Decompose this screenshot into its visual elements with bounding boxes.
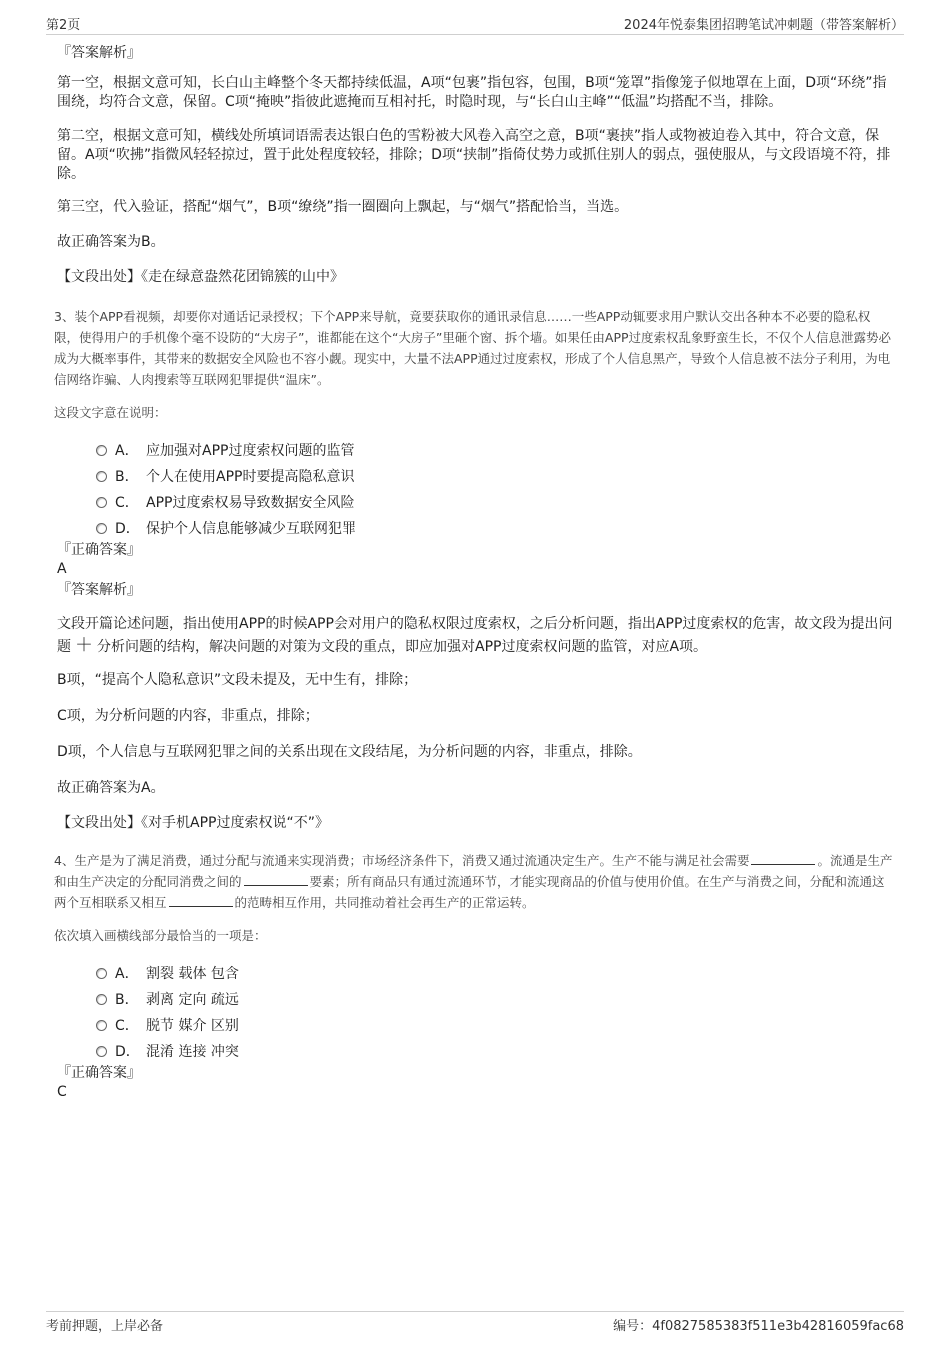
page-content xyxy=(54,44,893,1102)
q4-option-b[interactable] xyxy=(96,986,893,1012)
q2-analysis-p3: 第三空，代入验证，搭配“烟气”，B项“缭绕”指一圈圈向上飘起，与“烟气”搭配恰当，当选。 xyxy=(57,199,629,215)
q3-conclusion: 故正确答案为A。 xyxy=(57,780,165,796)
q2-source: 【文段出处】《走在绿意盎然花团锦簇的山中》 xyxy=(57,269,344,285)
option-letter: B． xyxy=(115,992,139,1008)
q3-option-d[interactable] xyxy=(96,515,893,541)
q4-options xyxy=(96,960,893,1064)
option-text: 应加强对APP过度索权问题的监管 xyxy=(146,443,355,459)
q3-analysis-b: B项，“提高个人隐私意识”文段未提及，无中生有，排除； xyxy=(57,672,418,688)
option-text: 割裂 载体 包含 xyxy=(146,966,239,982)
q3-analysis-label: 『答案解析』 xyxy=(57,582,141,598)
analysis-text: 分析问题的结构，解决问题的对策为文段的重点，即应加强对APP过度索权问题的监管，对应A项。 xyxy=(97,639,708,655)
q4-answer-value: C xyxy=(57,1084,67,1100)
radio-button-icon[interactable] xyxy=(96,1020,107,1031)
q2-conclusion: 故正确答案为B。 xyxy=(57,234,165,250)
q3-option-a[interactable] xyxy=(96,437,893,463)
option-letter: D． xyxy=(115,1044,140,1060)
page-number: 第2页 xyxy=(46,18,81,33)
fill-blank-3 xyxy=(169,893,233,907)
fill-blank-1 xyxy=(751,851,815,865)
q3-analysis-d: D项，个人信息与互联网犯罪之间的关系出现在文段结尾，为分析问题的内容，非重点，排除。 xyxy=(57,744,642,760)
q4-prompt: 依次填入画横线部分最恰当的一项是： xyxy=(54,928,267,943)
document-id: 编号：4f0827585383f511e3b42816059fac68 xyxy=(613,1319,904,1334)
radio-button-icon[interactable] xyxy=(96,994,107,1005)
option-letter: B． xyxy=(115,469,139,485)
q3-options xyxy=(96,437,893,541)
radio-button-icon[interactable] xyxy=(96,968,107,979)
q3-option-c[interactable] xyxy=(96,489,893,515)
radio-button-icon[interactable] xyxy=(96,1046,107,1057)
q3-analysis-c: C项，为分析问题的内容，非重点，排除； xyxy=(57,708,319,724)
q3-analysis-p1 xyxy=(57,613,893,658)
q4-option-a[interactable] xyxy=(96,960,893,986)
q4-option-c[interactable] xyxy=(96,1012,893,1038)
option-text: 脱节 媒介 区别 xyxy=(146,1018,239,1034)
q4-answer-label: 『正确答案』 xyxy=(57,1065,141,1081)
fill-blank-2 xyxy=(244,872,308,886)
q2-analysis-label: 『答案解析』 xyxy=(57,45,141,61)
stem-text: 。流通是生产和由生产决定的分配同消费之间的 xyxy=(54,853,893,889)
option-text: 混淆 连接 冲突 xyxy=(146,1044,239,1060)
q4-stem xyxy=(54,850,893,913)
plus-sign: ＋ xyxy=(75,635,93,656)
radio-button-icon[interactable] xyxy=(96,497,107,508)
q3-stem: 3、装个APP看视频，却要你对通话记录授权；下个APP来导航，竟要获取你的通讯录信息……一些APP动辄要求用户默认交出各种本不必要的隐私权限，使得用户的手机像个毫不设防的“大房子”，谁都能在这个“大房子”里砸个窗、拆个墙。如果任由APP过度索权乱象野蛮生长，不仅个人信息泄露势必成为大概率事件，其带来的数据安全风险也不容小觑。现实中，大量不法APP通过过度索权，形成了个人信息黑产，导致个人信息被不法分子利用，为电信网络诈骗、人肉搜索等互联网犯罪提供“温床”。 xyxy=(54,309,892,387)
option-letter: A． xyxy=(115,966,139,982)
option-text: APP过度索权易导致数据安全风险 xyxy=(146,495,355,511)
q3-source: 【文段出处】《对手机APP过度索权说“不”》 xyxy=(57,815,329,831)
option-text: 剥离 定向 疏远 xyxy=(146,992,239,1008)
radio-button-icon[interactable] xyxy=(96,445,107,456)
q2-analysis-p1: 第一空，根据文意可知，长白山主峰整个冬天都持续低温，A项“包裹”指包容，包围，B项“笼罩”指像笼子似地罩在上面，D项“环绕”指围绕，均符合文意，保留。C项“掩映”指彼此遮掩而互相衬托，时隐时现，与“长白山主峰”“低温”均搭配不当，排除。 xyxy=(57,75,887,110)
page-footer xyxy=(46,1311,904,1334)
footer-slogan: 考前押题，上岸必备 xyxy=(46,1319,164,1334)
q4-option-d[interactable] xyxy=(96,1038,893,1064)
option-letter: C． xyxy=(115,1018,139,1034)
option-letter: C． xyxy=(115,495,139,511)
option-text: 个人在使用APP时要提高隐私意识 xyxy=(146,469,355,485)
option-text: 保护个人信息能够减少互联网犯罪 xyxy=(146,521,356,537)
stem-text: 的范畴相互作用，共同推动着社会再生产的正常运转。 xyxy=(234,895,535,910)
page-header xyxy=(46,14,904,35)
option-letter: D． xyxy=(115,521,140,537)
stem-text: 4、生产是为了满足消费，通过分配与流通来实现消费；市场经济条件下，消费又通过流通决定生产。生产不能与满足社会需要 xyxy=(54,853,750,868)
analysis-text: 文段开篇论述问题，指出使用APP的时候APP会对用户的隐私权限过度索权，之后分析问题，指出APP过度索权的危害，故文段为提出问题 xyxy=(57,616,893,655)
radio-button-icon[interactable] xyxy=(96,471,107,482)
q3-answer-value: A xyxy=(57,561,67,577)
q2-analysis-p2: 第二空，根据文意可知，横线处所填词语需表达银白色的雪粉被大风卷入高空之意，B项“裹挟”指人或物被迫卷入其中，符合文意，保留。A项“吹拂”指微风轻轻掠过，置于此处程度较轻，排除；D项“挟制”指倚仗势力或抓住别人的弱点，强使服从，与文段语境不符，排除。 xyxy=(57,128,891,182)
option-letter: A． xyxy=(115,443,139,459)
q3-option-b[interactable] xyxy=(96,463,893,489)
q3-answer-label: 『正确答案』 xyxy=(57,542,141,558)
radio-button-icon[interactable] xyxy=(96,523,107,534)
stem-text: 要素；所有商品只有通过流通环节，才能实现商品的价值与使用价值。在生产与消费之间，分配和流通这两个互相联系又相互 xyxy=(54,874,885,910)
document-title: 2024年悦泰集团招聘笔试冲刺题（带答案解析） xyxy=(623,18,904,33)
q3-prompt: 这段文字意在说明： xyxy=(54,405,167,420)
